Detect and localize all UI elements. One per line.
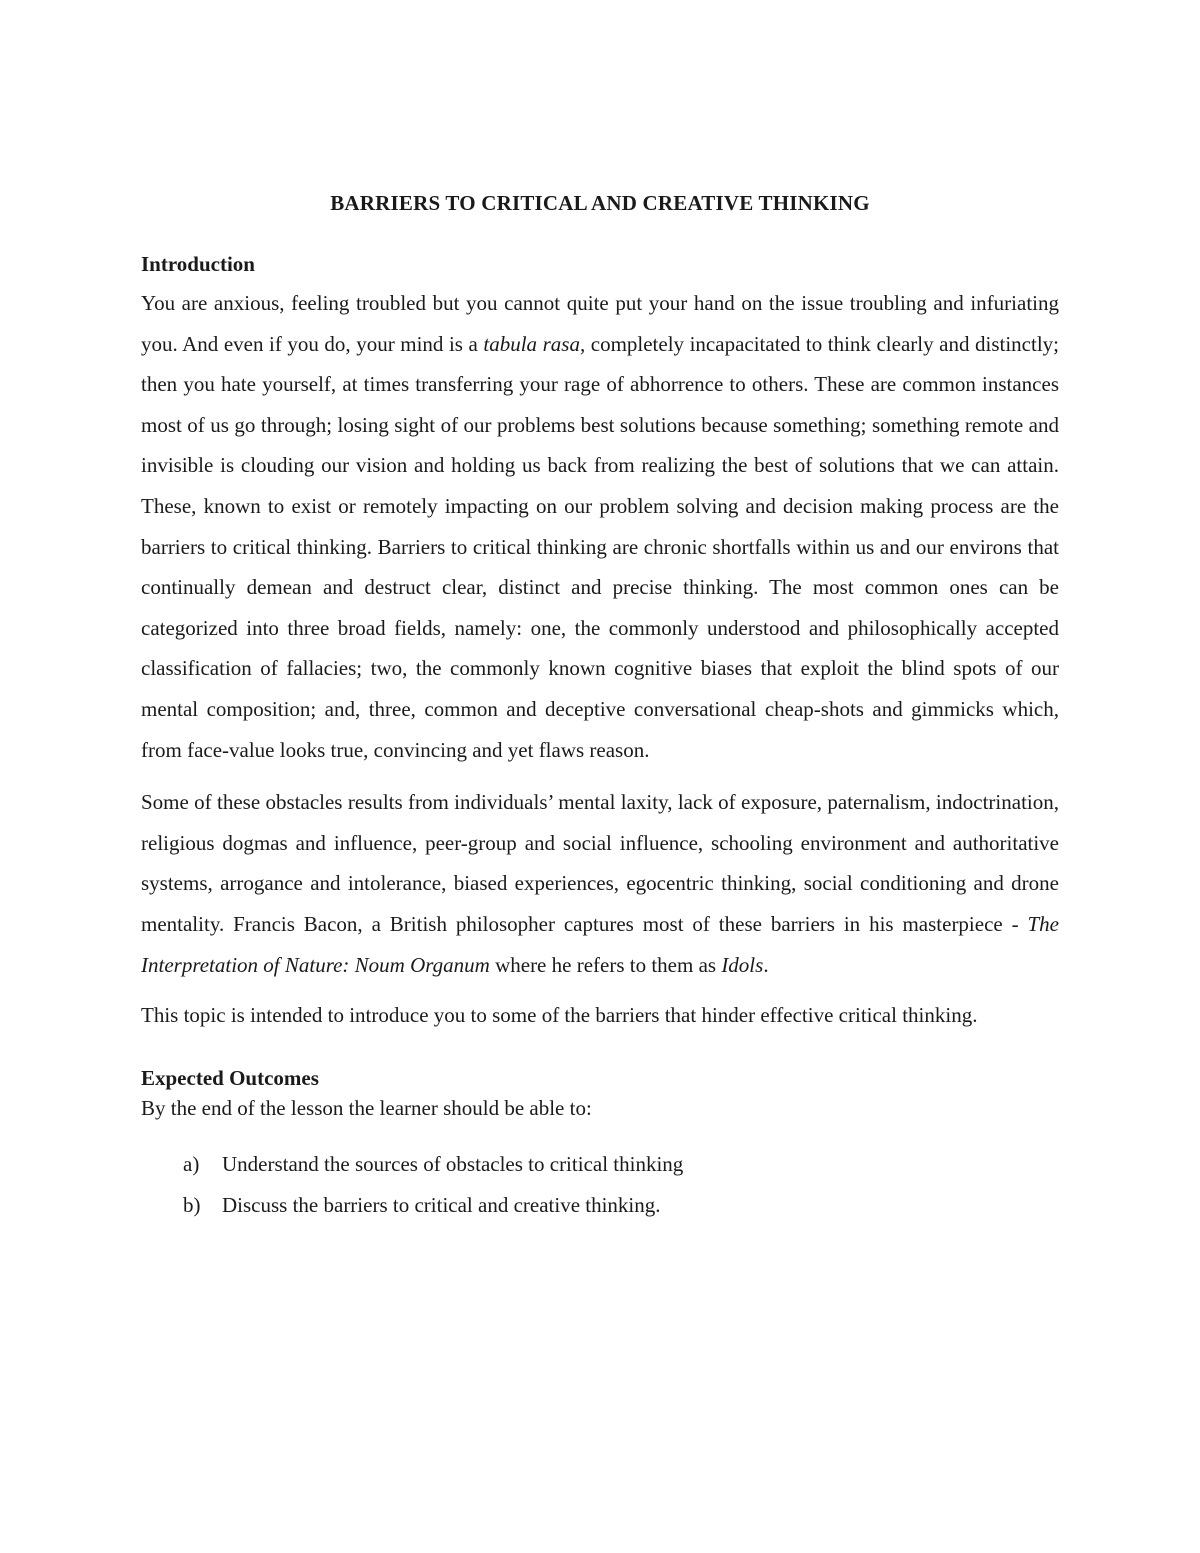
expected-outcomes-heading: Expected Outcomes — [141, 1065, 319, 1090]
obstacles-text-middle: where he refers to them as — [489, 952, 722, 977]
outcomes-lead-text: By the end of the lesson the learner should be able to: — [141, 1095, 592, 1120]
introduction-text-start: You are anxious, feeling troubled but you cannot quite put your hand on the issue troubling and infuriating you. And even if you do, your mind is a — [141, 291, 1059, 356]
tabula-rasa-term: tabula rasa, — [483, 331, 586, 356]
introduction-paragraph — [141, 283, 1059, 770]
list-item-marker: a) — [183, 1151, 200, 1176]
introduction-heading: Introduction — [141, 252, 255, 276]
idols-term: Idols — [721, 952, 764, 977]
document-title: BARRIERS TO CRITICAL AND CREATIVE THINKING — [330, 191, 870, 215]
introduction-text-rest: completely incapacitated to think clearly and distinctly; then you hate yourself, at times transferring your rage of abhorrence to others. These are common instances most of us go through; losing sight of our problems best solutions because something; something remote and invisible is clouding our vision and holding us back from realizing the best of solutions that we can attain. These, known to exist or remotely impacting on our problem solving and decision making process are the barriers to critical thinking. Barriers to critical thinking are chronic shortfalls within us and our environs that continually demean and destruct clear, distinct and precise thinking. The most common ones can be categorized into three broad fields, namely: one, the commonly understood and philosophically accepted classification of fallacies; two, the commonly known cognitive biases that exploit the blind spots of our mental composition; and, three, common and deceptive conversational cheap-shots and gimmicks which, from face-value looks true, convincing and yet flaws reason. — [141, 331, 1060, 762]
list-item-marker: b) — [183, 1192, 201, 1217]
list-item-text: Discuss the barriers to critical and creative thinking. — [222, 1192, 661, 1217]
obstacles-text-start: Some of these obstacles results from individuals’ mental laxity, lack of exposure, paternalism, indoctrination, religious dogmas and influence, peer-group and social influence, schooling environment and authoritative systems, arrogance and intolerance, biased experiences, egocentric thinking, social conditioning and drone mentality. Francis Bacon, a British philosopher captures most of these barriers in his masterpiece - — [141, 790, 1059, 936]
list-item — [183, 1185, 1059, 1226]
document-content — [141, 250, 1059, 1226]
list-item-text: Understand the sources of obstacles to critical thinking — [222, 1151, 684, 1176]
outcomes-list — [141, 1144, 1059, 1226]
book-title: The Interpretation of Nature: Noum Organum — [141, 911, 1059, 977]
list-item — [183, 1144, 1059, 1185]
obstacles-text-end: . — [763, 952, 769, 977]
obstacles-paragraph — [141, 782, 1059, 985]
topic-intent-paragraph: This topic is intended to introduce you to some of the barriers that hinder effective critical thinking. — [141, 1003, 978, 1028]
